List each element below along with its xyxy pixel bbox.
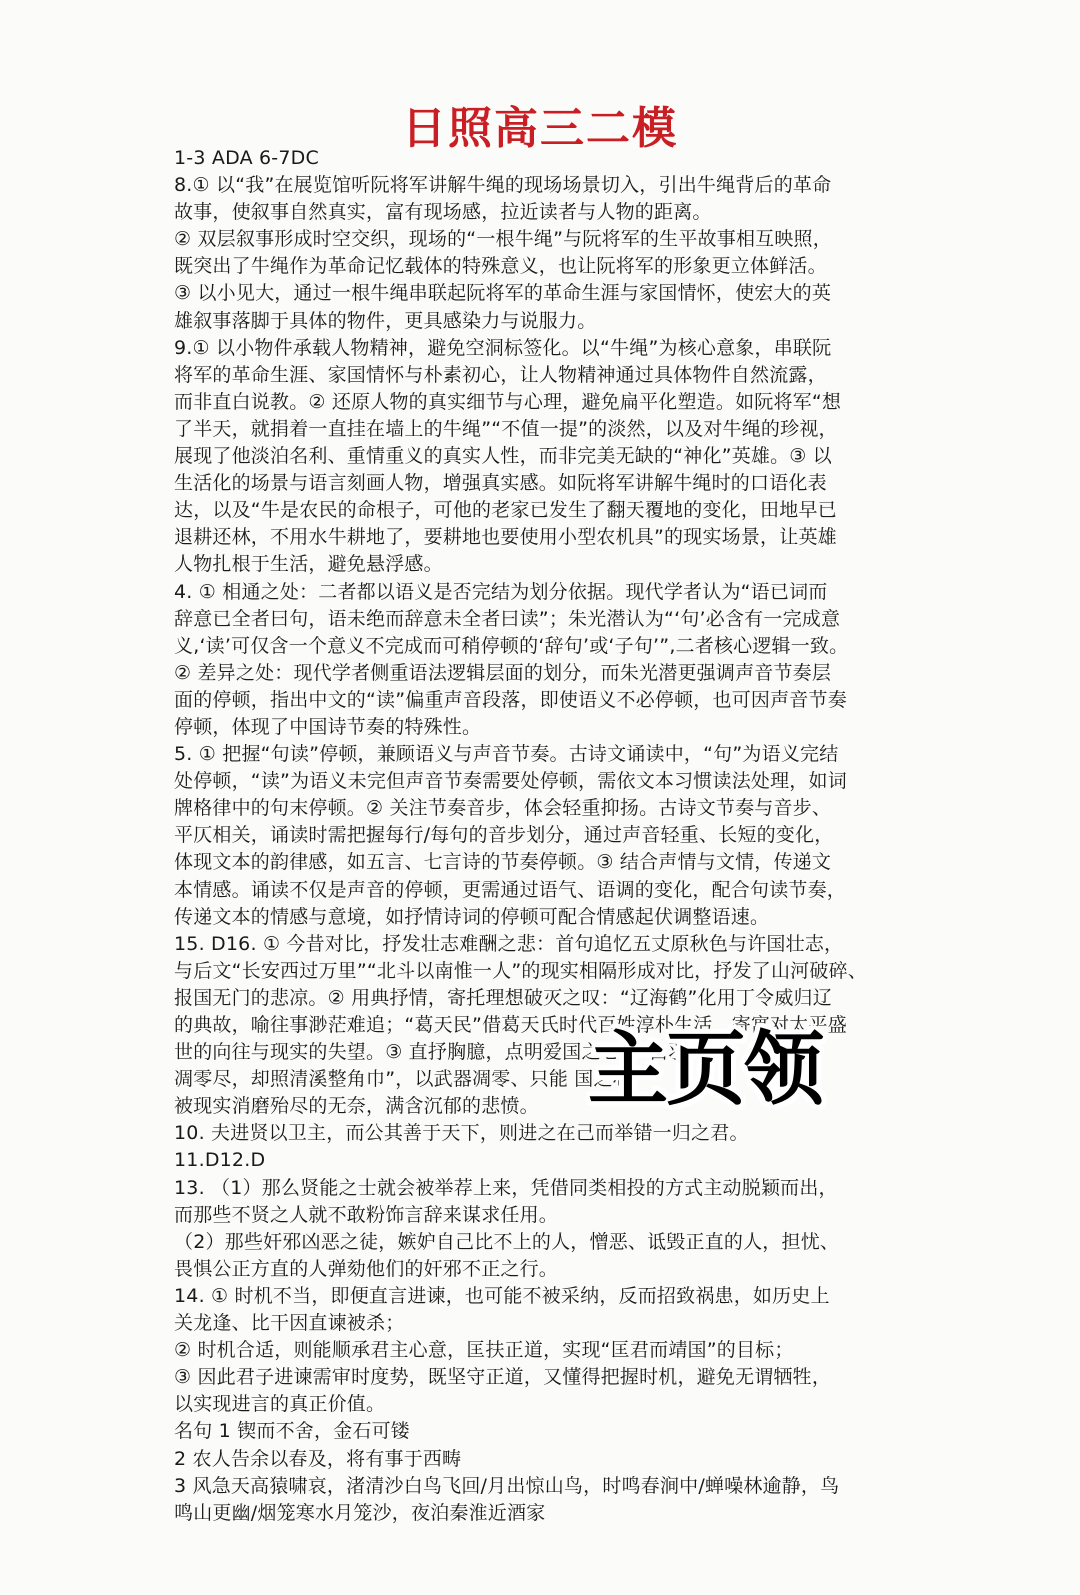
text-line: 而那些不贤之人就不敢粉饰言辞来谋求任用。 xyxy=(174,1203,559,1226)
text-line: 平仄相关，诵读时需把握每行/每句的音步划分，通过声音轻重、长短的变化， xyxy=(174,824,834,847)
text-line: 退耕还林，不用水牛耕地了，要耕地也要使用小型农机具”的现实场景，让英雄 xyxy=(174,526,837,549)
text-line: 故事，使叙事自然真实，富有现场感，拉近读者与人物的距离。 xyxy=(174,201,712,224)
text-line: 体现文本的韵律感，如五言、七言诗的节奏停顿。③ 结合声情与文情，传递文 xyxy=(174,851,832,874)
text-line: 传递文本的情感与意境，如抒情诗词的停顿可配合情感起伏调整语速。 xyxy=(174,905,770,928)
text-line: 4. ① 相通之处：二者都以语义是否完结为划分依据。现代学者认为“语已词而 xyxy=(174,580,828,603)
watermark-overlay-text: 主页领 xyxy=(588,1023,822,1116)
text-line: ② 差异之处：现代学者侧重语法逻辑层面的划分，而朱光潜更强调声音节奏层 xyxy=(174,661,832,684)
text-line: 面的停顿，指出中文的“读”偏重声音段落，即使语义不必停顿，也可因声音节奏 xyxy=(174,688,847,711)
text-line: 关龙逢、比干因直谏被杀； xyxy=(174,1312,405,1335)
document-title: 日照高三二模 xyxy=(402,103,678,154)
text-line: ② 双层叙事形成时空交织，现场的“一根牛绳”与阮将军的生平故事相互映照， xyxy=(174,228,832,251)
text-line: 3 风急天高猿啸哀，渚清沙白鸟飞回/月出惊山鸟，时鸣春涧中/蝉噪林逾静，鸟 xyxy=(174,1474,840,1497)
text-line: 人物扎根于生活，避免悬浮感。 xyxy=(174,553,443,576)
text-line: 13. （1）那么贤能之士就会被举荐上来，凭借同类相投的方式主动脱颖而出， xyxy=(174,1176,838,1199)
text-line: 1-3 ADA 6-7DC xyxy=(174,147,319,169)
text-line: 以实现进言的真正价值。 xyxy=(174,1393,386,1416)
text-line: 世的向往与现实的失望。③ 直抒胸臆，点明爱国之心：“白羽 xyxy=(174,1041,688,1064)
text-line: 2 农人告余以春及，将有事于西畴 xyxy=(174,1447,462,1470)
text-line: 而非直白说教。② 还原人物的真实细节与心理，避免扁平化塑造。如阮将军“想 xyxy=(174,390,842,413)
text-line: 处停顿，“读”为语义未完但声音节奏需要处停顿，需依文本习惯读法处理，如词 xyxy=(174,770,847,793)
text-line: 8.① 以“我”在展览馆听阮将军讲解牛绳的现场场景切入，引出牛绳背后的革命 xyxy=(174,174,832,197)
text-line: 展现了他淡泊名利、重情重义的真实人性，而非完美无缺的“神化”英雄。③ 以 xyxy=(174,445,832,468)
text-line: 11.D12.D xyxy=(174,1149,266,1172)
text-line: 辞意已全者曰句，语未绝而辞意未全者曰读”；朱光潜认为“‘句’必含有一完成意 xyxy=(174,607,841,630)
text-line: 生活化的场景与语言刻画人物，增强真实感。如阮将军讲解牛绳时的口语化表 xyxy=(174,472,827,495)
text-line: 义,‘读’可仅含一个意义不完成而可稍停顿的‘辞句’或‘子句’”,二者核心逻辑一致。 xyxy=(174,634,849,657)
text-line: 凋零尽，却照清溪整角巾”，以武器凋零、只能 国之心 xyxy=(174,1068,632,1091)
text-line: 报国无门的悲凉。② 用典抒情，寄托理想破灭之叹：“辽海鹤”化用丁令威归辽 xyxy=(174,986,832,1009)
text-line: 鸣山更幽/烟笼寒水月笼沙，夜泊秦淮近酒家 xyxy=(174,1501,546,1524)
text-line: ③ 以小见大，通过一根牛绳串联起阮将军的革命生涯与家国情怀，使宏大的英 xyxy=(174,282,832,305)
text-line: 雄叙事落脚于具体的物件，更具感染力与说服力。 xyxy=(174,309,597,332)
text-line: 9.① 以小物件承载人物精神，避免空洞标签化。以“牛绳”为核心意象，串联阮 xyxy=(174,336,832,359)
text-line: 14. ① 时机不当，即便直言进谏，也可能不被采纳，反而招致祸患，如历史上 xyxy=(174,1284,830,1307)
text-line: 本情感。诵读不仅是声音的停顿，更需通过语气、语调的变化，配合句读节奏， xyxy=(174,878,847,901)
text-line: 名句 1 锲而不舍，金石可镂 xyxy=(174,1420,410,1443)
text-line: 的典故，喻往事渺茫难追；“葛天民”借葛天氏时代百姓淳朴生活，寄寓对太平盛 xyxy=(174,1014,847,1036)
text-line: 畏惧公正方直的人弹劾他们的奸邪不正之行。 xyxy=(174,1257,559,1280)
text-line: 将军的革命生涯、家国情怀与朴素初心，让人物精神通过具体物件自然流露， xyxy=(174,363,827,386)
text-line: ③ 因此君子进谏需审时度势，既坚守正道，又懂得把握时机，避免无谓牺牲， xyxy=(174,1366,832,1389)
text-line: ② 时机合适，则能顺承君主心意，匡扶正道，实现“匡君而靖国”的目标； xyxy=(174,1339,794,1362)
text-line: 牌格律中的句末停顿。② 关注节奏音步，体会轻重抑扬。古诗文节奏与音步、 xyxy=(174,797,832,820)
text-line: 5. ① 把握“句读”停顿，兼顾语义与声音节奏。古诗文诵读中，“句”为语义完结 xyxy=(174,743,839,766)
text-line: 既突出了牛绳作为革命记忆载体的特殊意义，也让阮将军的形象更立体鲜活。 xyxy=(174,255,827,278)
text-line: 了半天，就捐着一直挂在墙上的牛绳”“不值一提”的淡然，以及对牛绳的珍视， xyxy=(174,417,838,440)
text-line: （2）那些奸邪凶恶之徒，嫉妒自己比不上的人，憎恶、诋毁正直的人，担忧、 xyxy=(174,1230,840,1253)
answer-text-body xyxy=(174,145,904,1527)
text-line: 被现实消磨殆尽的无奈，满含沉郁的悲愤。 xyxy=(174,1095,539,1118)
text-line: 15. D16. ① 今昔对比，抒发壮志难酬之悲：首句追忆五丈原秋色与许国壮志， xyxy=(174,932,844,955)
text-line: 达，以及“牛是农民的命根子，可他的老家已发生了翻天覆地的变化，田地早已 xyxy=(174,499,837,522)
text-line: 10. 夫进贤以卫主，而公其善于天下，则进之在己而举错一归之君。 xyxy=(174,1122,749,1145)
text-line: 与后文“长安西过万里”“北斗以南惟一人”的现实相隔形成对比，抒发了山河破碎、 xyxy=(174,959,867,982)
text-line: 停顿，体现了中国诗节奏的特殊性。 xyxy=(174,715,482,738)
